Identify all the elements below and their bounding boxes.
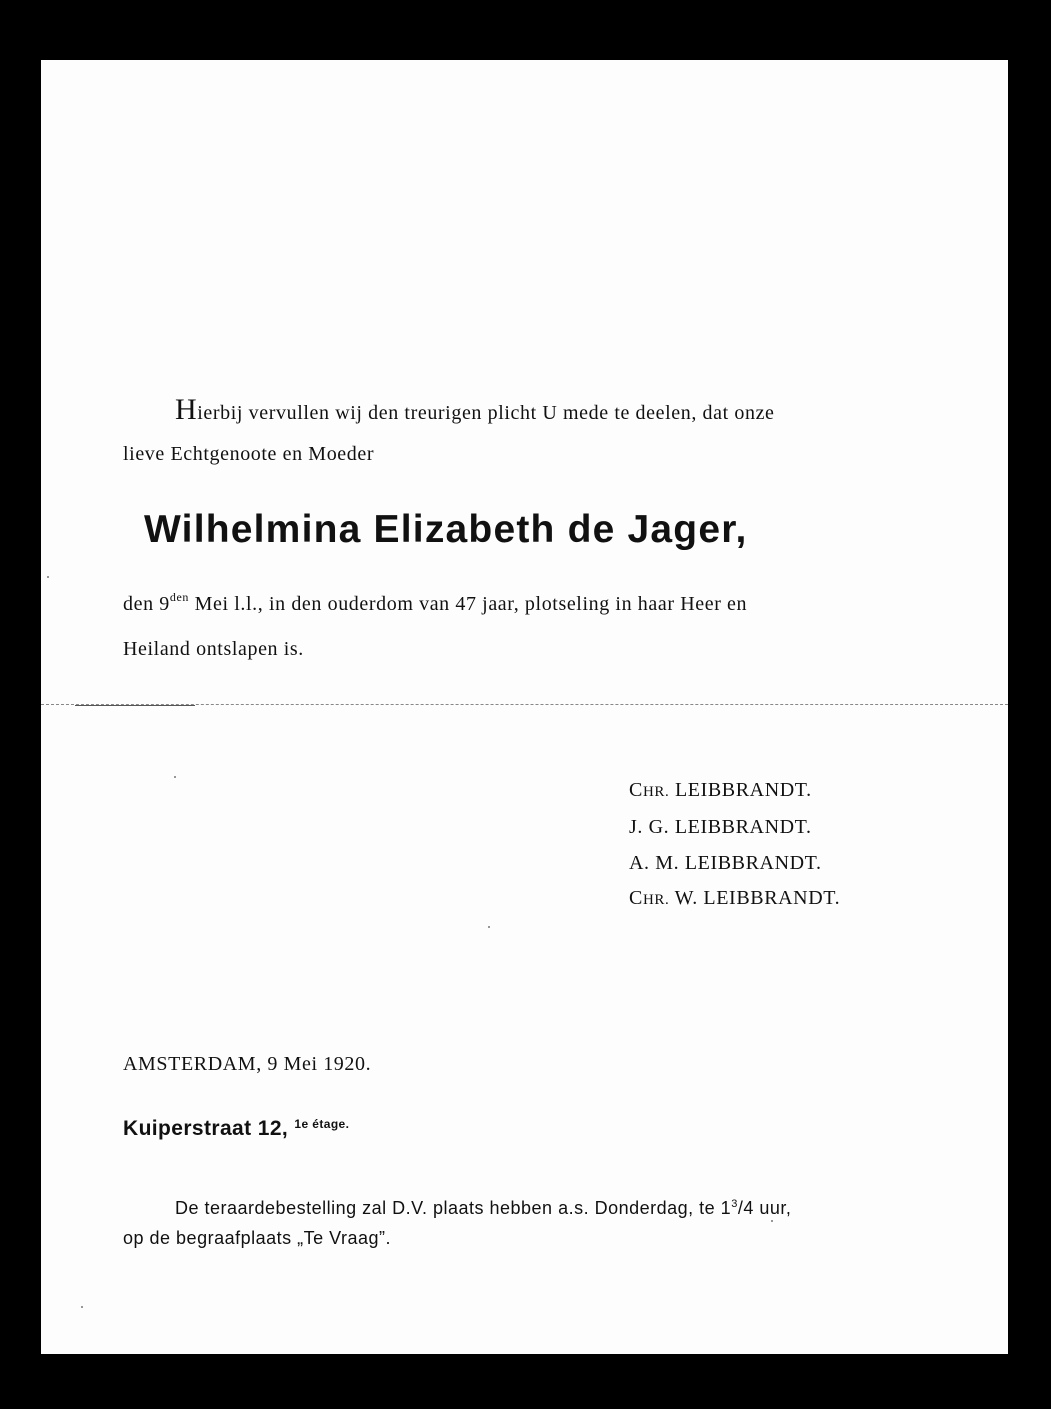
scan-speck [81,1306,83,1308]
signatory-1-smallcaps: HR. [642,784,670,800]
scan-speck [488,926,490,928]
signatory-4-smallcaps: HR. [642,892,670,908]
death-prefix: den 9 [123,593,170,615]
address [123,1117,349,1141]
signatory-3: A. M. LEIBBRANDT. [629,852,822,874]
address-floor-word: étage. [308,1117,350,1131]
address-floor-number: 1e [294,1117,309,1131]
scan-speck [174,776,176,778]
signatory-4-initial: C [629,887,643,909]
intro-line-2: lieve Echtgenoote en Moeder [123,443,375,465]
intro-line-1 [175,393,775,427]
place-date: AMSTERDAM, 9 Mei 1920. [123,1053,372,1075]
signatory-2: J. G. LEIBBRANDT. [629,816,812,838]
funeral-line-1 [175,1198,791,1219]
funeral-line-2: op de begraafplaats „Te Vraag”. [123,1228,391,1248]
death-line-1 [123,590,747,616]
intro-line-1-text: ierbij vervullen wij den treurigen plicht U mede te deelen, dat onze [197,402,775,424]
divider-rule-solid [75,705,195,706]
death-date-suffix: den [169,590,190,604]
funeral-suffix: /4 uur, [737,1198,792,1218]
notice-card [41,60,1008,1354]
signatory-1 [629,779,812,802]
signatory-1-name: LEIBBRANDT. [669,779,812,801]
death-rest: Mei l.l., in den ouderdom van 47 jaar, plotseling in haar Heer en [189,593,748,615]
scan-speck [47,576,49,578]
deceased-name: Wilhelmina Elizabeth de Jager, [144,508,748,551]
intro-initial: H [175,393,198,426]
scan-speck [771,1220,773,1222]
address-street: Kuiperstraat 12, [123,1117,289,1140]
signatory-4 [629,887,840,910]
death-line-2: Heiland ontslapen is. [123,638,304,660]
signatory-1-initial: C [629,779,643,801]
funeral-time-numerator: 3 [731,1198,738,1210]
signatory-4-name: W. LEIBBRANDT. [669,887,841,909]
funeral-prefix: De teraardebestelling zal D.V. plaats hebben a.s. Donderdag, te 1 [175,1198,732,1218]
address-floor [294,1117,349,1131]
